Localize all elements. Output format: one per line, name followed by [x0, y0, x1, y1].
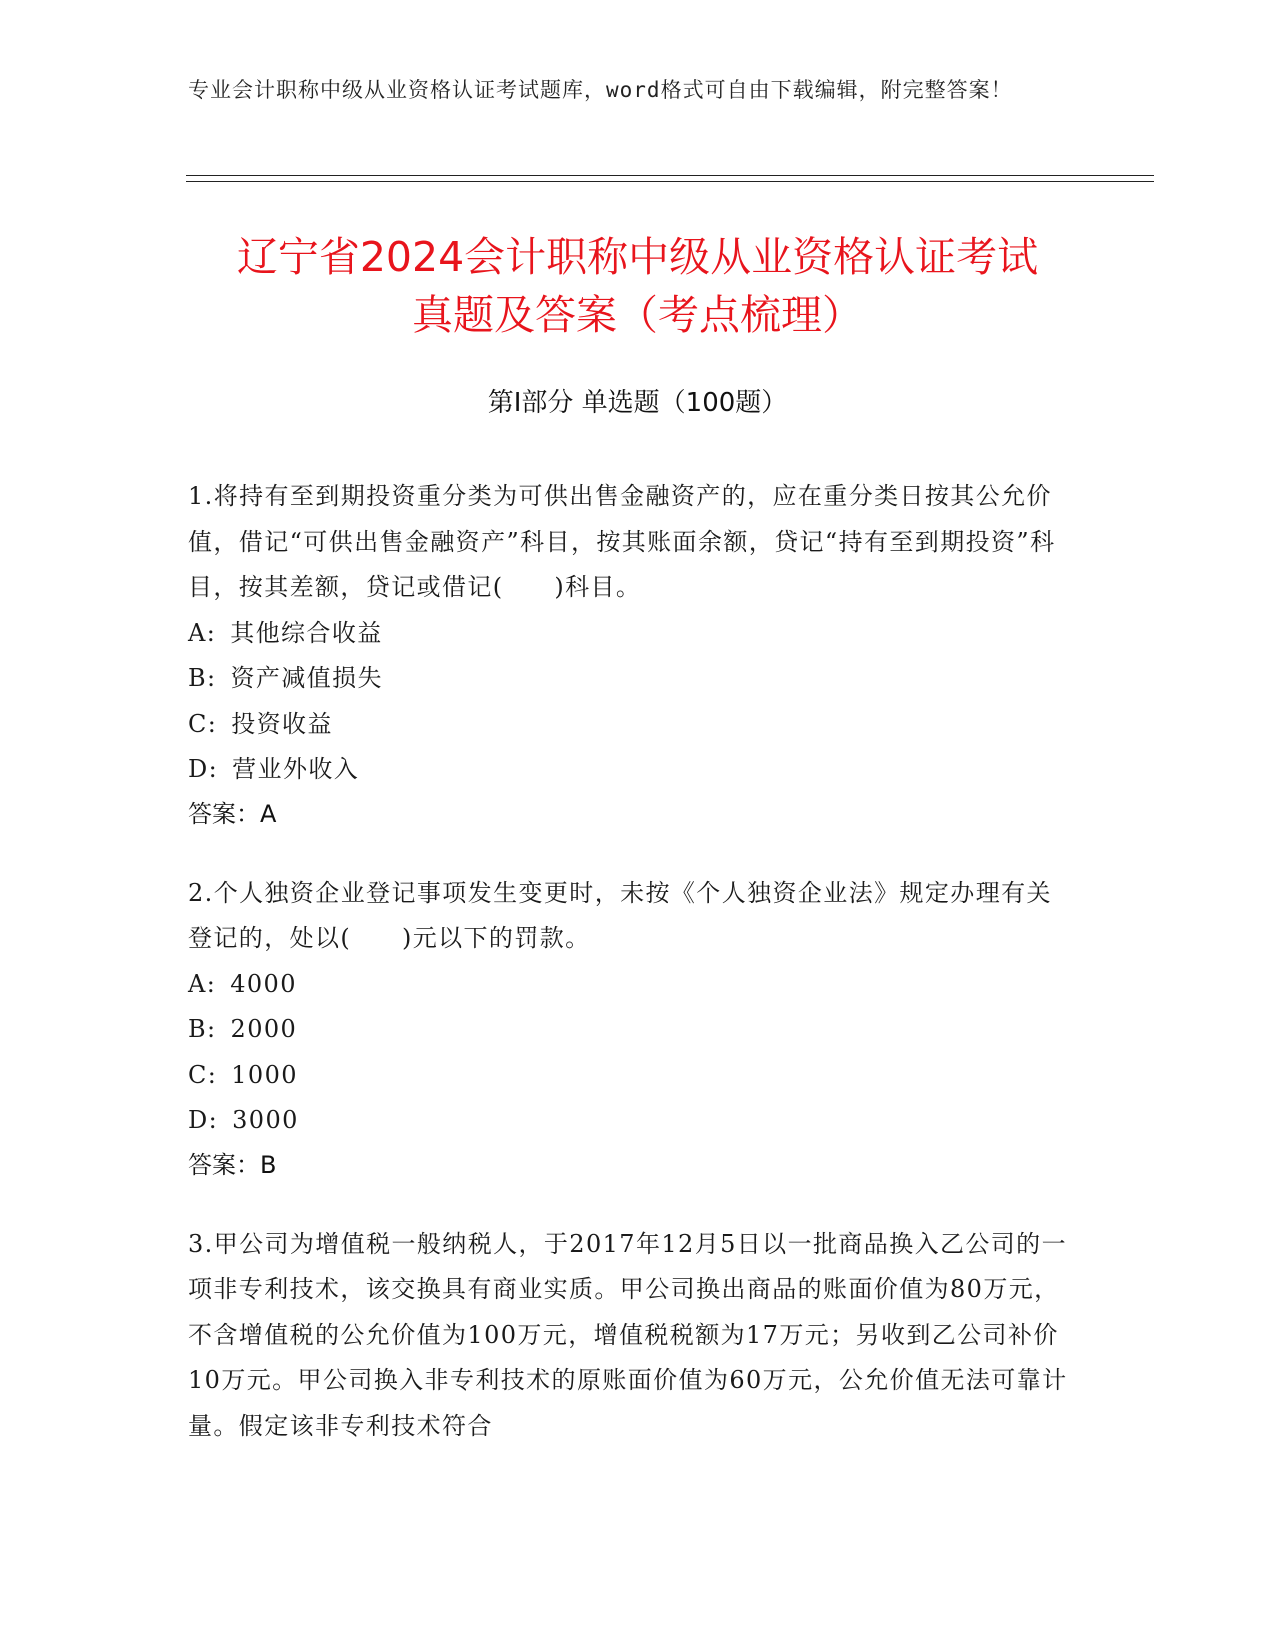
question-list — [188, 474, 1068, 1485]
option-text: 其他综合收益 — [230, 618, 383, 647]
header-rule-bottom — [186, 181, 1154, 182]
document-title — [150, 228, 1125, 344]
question-stem: 2.个人独资企业登记事项发生变更时，未按《个人独资企业法》规定办理有关登记的，处以( )元以下的罚款。 — [188, 878, 1052, 952]
question-2 — [188, 871, 1068, 1186]
option-b — [188, 656, 1068, 702]
answer-line: 答案：B — [188, 1150, 277, 1179]
option-a — [188, 611, 1068, 657]
option-d — [188, 1098, 1068, 1144]
question-stem: 1.将持有至到期投资重分类为可供出售金融资产的，应在重分类日按其公允价值，借记“可供出售金融资产”科目，按其账面余额，贷记“持有至到期投资”科目，按其差额，贷记或借记( )科目。 — [188, 482, 1056, 601]
option-text: 营业外收入 — [232, 755, 360, 783]
option-label: C: — [188, 709, 218, 738]
option-label: B: — [188, 664, 217, 692]
option-label: B: — [188, 1015, 217, 1043]
header-rule-top — [186, 175, 1154, 176]
option-text: 3000 — [232, 1106, 299, 1134]
header-note: 专业会计职称中级从业资格认证考试题库，word格式可自由下载编辑，附完整答案！ — [188, 78, 1013, 102]
option-label: D: — [188, 1106, 219, 1134]
option-label: D: — [188, 755, 219, 783]
answer-line: 答案：A — [188, 799, 277, 828]
option-text: 投资收益 — [231, 709, 333, 738]
option-text: 1000 — [231, 1060, 298, 1089]
option-c — [188, 1053, 1068, 1099]
title-line-2: 真题及答案（考点梳理） — [412, 291, 863, 339]
option-b — [188, 1007, 1068, 1053]
option-label: A: — [188, 969, 217, 998]
option-a — [188, 962, 1068, 1008]
option-d — [188, 747, 1068, 793]
option-label: C: — [188, 1060, 218, 1089]
question-3 — [188, 1222, 1068, 1450]
option-text: 资产减值损失 — [230, 664, 383, 692]
option-label: A: — [188, 618, 217, 647]
title-line-1: 辽宁省2024会计职称中级从业资格认证考试 — [236, 233, 1039, 281]
question-stem: 3.甲公司为增值税一般纳税人，于2017年12月5日以一批商品换入乙公司的一项非专利技术，该交换具有商业实质。甲公司换出商品的账面价值为80万元，不含增值税的公允价值为100万元，增值税税额为17万元；另收到乙公司补价10万元。甲公司换入非专利技术的原账面价值为60万元，公允价值无法可靠计量。假定该非专利技术符合 — [188, 1229, 1068, 1440]
option-text: 2000 — [230, 1015, 298, 1043]
question-1 — [188, 474, 1068, 835]
option-c — [188, 702, 1068, 748]
section-heading: 第Ⅰ部分 单选题（100题） — [487, 388, 788, 418]
option-text: 4000 — [230, 969, 297, 998]
